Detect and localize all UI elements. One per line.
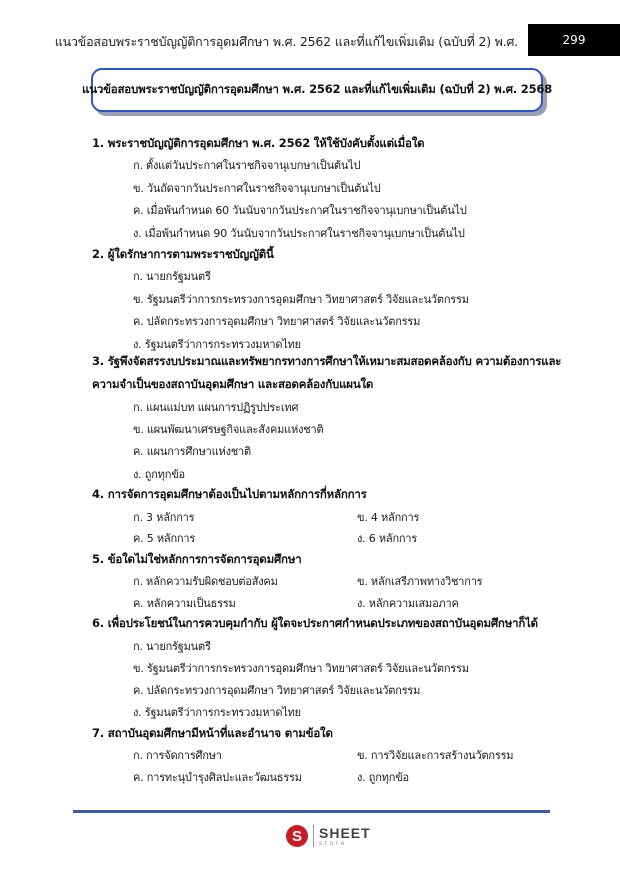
question-1-option-a[interactable]: ก. ตั้งแต่วันประกาศในราชกิจจานุเบกษาเป็นต้นไป	[133, 159, 361, 172]
question-4-option-b[interactable]: ข. 4 หลักการ	[357, 511, 420, 524]
question-7-option-c[interactable]: ค. การทะนุบำรุงศิลปะและวัฒนธรรม	[133, 771, 302, 784]
question-5-option-a[interactable]: ก. หลักความรับผิดชอบต่อสังคม	[133, 575, 278, 588]
question-7-option-d[interactable]: ง. ถูกทุกข้อ	[357, 771, 409, 784]
question-4-option-c[interactable]: ค. 5 หลักการ	[133, 532, 196, 545]
sheet-store-logo	[286, 824, 371, 848]
question-4: 4. การจัดการอุดมศึกษาต้องเป็นไปตามหลักการกี่หลักการ	[92, 487, 367, 501]
title-box	[81, 68, 553, 112]
question-6-option-c[interactable]: ค. ปลัดกระทรวงการอุดมศึกษา วิทยาศาสตร์ วิจัยและนวัตกรรม	[133, 684, 421, 697]
question-3-line-1: 3. รัฐพึงจัดสรรงบประมาณและทรัพยากรทางการศึกษาให้เหมาะสมสอดคล้องกับ ความต้องการและ	[92, 354, 562, 368]
logo-s-icon: S	[286, 825, 308, 847]
question-3-option-d[interactable]: ง. ถูกทุกข้อ	[133, 468, 185, 481]
question-2: 2. ผู้ใดรักษาการตามพระราชบัญญัตินี้	[92, 247, 274, 261]
question-7-option-a[interactable]: ก. การจัดการศึกษา	[133, 749, 222, 762]
question-1: 1. พระราชบัญญัติการอุดมศึกษา พ.ศ. 2562 ให้ใช้บังคับตั้งแต่เมื่อใด	[92, 136, 425, 150]
page-header	[0, 24, 620, 56]
question-3-option-c[interactable]: ค. แผนการศึกษาแห่งชาติ	[133, 445, 251, 458]
footer-divider	[73, 810, 550, 813]
question-6-option-a[interactable]: ก. นายกรัฐมนตรี	[133, 640, 211, 653]
question-6: 6. เพื่อประโยชน์ในการควบคุมกำกับ ผู้ใดจะประกาศกำหนดประเภทของสถาบันอุดมศึกษาก็ได้	[92, 616, 538, 630]
question-7: 7. สถาบันอุดมศึกษามีหน้าที่และอำนาจ ตามข้อใด	[92, 726, 333, 740]
question-5-option-d[interactable]: ง. หลักความเสมอภาค	[357, 597, 459, 610]
question-2-option-d[interactable]: ง. รัฐมนตรีว่าการกระทรวงมหาดไทย	[133, 338, 301, 351]
question-5: 5. ข้อใดไม่ใช่หลักการการจัดการอุดมศึกษา	[92, 552, 302, 566]
question-2-option-a[interactable]: ก. นายกรัฐมนตรี	[133, 270, 211, 283]
page-number: 299	[528, 24, 620, 56]
question-1-option-d[interactable]: ง. เมื่อพ้นกำหนด 90 วันนับจากวันประกาศในราชกิจจานุเบกษาเป็นต้นไป	[133, 227, 465, 240]
question-3-line-2: ความจำเป็นของสถาบันอุดมศึกษา และสอดคล้องกับแผนใด	[92, 377, 374, 391]
question-4-option-a[interactable]: ก. 3 หลักการ	[133, 511, 195, 524]
logo-subtitle: store	[319, 840, 348, 847]
question-3-option-a[interactable]: ก. แผนแม่บท แผนการปฏิรูปประเทศ	[133, 401, 299, 414]
question-4-option-d[interactable]: ง. 6 หลักการ	[357, 532, 418, 545]
logo-wordmark	[319, 826, 371, 847]
question-2-option-c[interactable]: ค. ปลัดกระทรวงการอุดมศึกษา วิทยาศาสตร์ วิจัยและนวัตกรรม	[133, 315, 421, 328]
question-7-option-b[interactable]: ข. การวิจัยและการสร้างนวัตกรรม	[357, 749, 514, 762]
question-2-option-b[interactable]: ข. รัฐมนตรีว่าการกระทรวงการอุดมศึกษา วิทยาศาสตร์ วิจัยและนวัตกรรม	[133, 293, 469, 306]
question-5-option-c[interactable]: ค. หลักความเป็นธรรม	[133, 597, 236, 610]
header-title: แนวข้อสอบพระราชบัญญัติการอุดมศึกษา พ.ศ. 2562 และที่แก้ไขเพิ่มเติม (ฉบับที่ 2) พ.ศ.	[54, 34, 518, 49]
question-6-option-d[interactable]: ง. รัฐมนตรีว่าการกระทรวงมหาดไทย	[133, 706, 301, 719]
logo-name: SHEET	[319, 824, 371, 841]
question-1-option-b[interactable]: ข. วันถัดจากวันประกาศในราชกิจจานุเบกษาเป็นต้นไป	[133, 182, 381, 195]
question-3-option-b[interactable]: ข. แผนพัฒนาเศรษฐกิจและสังคมแห่งชาติ	[133, 423, 324, 436]
question-1-option-c[interactable]: ค. เมื่อพ้นกำหนด 60 วันนับจากวันประกาศในราชกิจจานุเบกษาเป็นต้นไป	[133, 204, 467, 217]
question-6-option-b[interactable]: ข. รัฐมนตรีว่าการกระทรวงการอุดมศึกษา วิทยาศาสตร์ วิจัยและนวัตกรรม	[133, 662, 469, 675]
document-title: แนวข้อสอบพระราชบัญญัติการอุดมศึกษา พ.ศ. 2562 และที่แก้ไขเพิ่มเติม (ฉบับที่ 2) พ.ศ. 2568	[81, 82, 553, 96]
logo-separator	[313, 825, 314, 847]
question-5-option-b[interactable]: ข. หลักเสรีภาพทางวิชาการ	[357, 575, 483, 588]
